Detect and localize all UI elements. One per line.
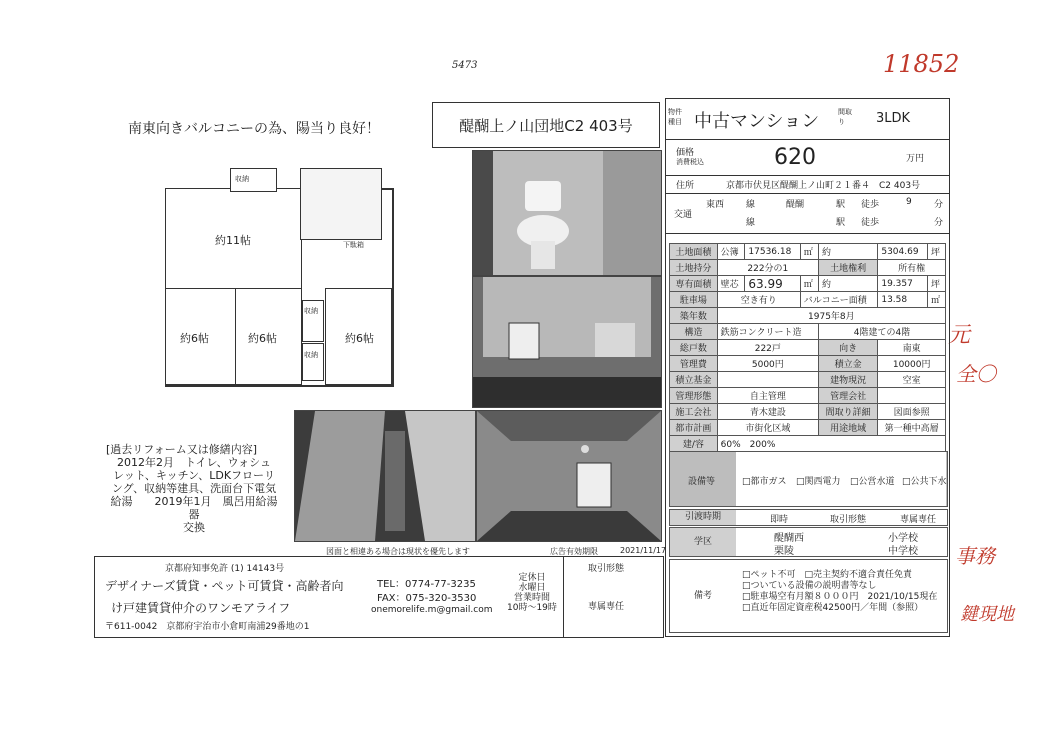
spec-cell: 市街化区域 xyxy=(717,420,818,436)
school-label: 学区 xyxy=(670,528,736,556)
room-label-bedroom-3: 約6帖 xyxy=(345,332,374,345)
table-row xyxy=(670,340,946,356)
price-label: 価格 xyxy=(676,148,695,158)
hours-value: 10時～19時 xyxy=(507,603,557,613)
price-value: 620 xyxy=(774,145,816,170)
table-row xyxy=(670,308,946,324)
spec-cell: 222分の1 xyxy=(717,260,818,276)
spec-cell: 所有権 xyxy=(878,260,946,276)
spec-cell: 63.99 xyxy=(745,276,800,292)
spec-label: 施工会社 xyxy=(670,404,718,420)
spec-cell: 13.58 xyxy=(878,292,928,308)
spec-cell: 60% 200% xyxy=(717,436,945,452)
reform-line: 2012年2月 トイレ、ウォシュ xyxy=(117,456,271,469)
walk-minutes: 9 xyxy=(906,197,912,207)
handover-label: 引渡時期 xyxy=(670,510,736,525)
company-tel: TEL：0774-77-3235 xyxy=(377,579,476,590)
spec-cell: 空室 xyxy=(878,372,946,388)
station-suffix: 駅 xyxy=(836,200,846,210)
deal-type: 取引形態 xyxy=(588,564,625,574)
handover-value: 即時 xyxy=(770,515,789,525)
building-title-text: 醍醐上ノ山団地C2 403号 xyxy=(459,116,633,135)
price-row xyxy=(666,139,949,176)
spec-label: 用途地域 xyxy=(819,420,878,436)
school-row xyxy=(669,527,948,557)
spec-cell: 自主管理 xyxy=(717,388,818,404)
spec-cell: ㎡ xyxy=(800,244,818,260)
spec-label: 積立金 xyxy=(819,356,878,372)
hours-label: 営業時間 xyxy=(513,593,550,603)
spec-label: 間取り詳細 xyxy=(819,404,878,420)
elementary-school: 醍醐西 xyxy=(774,533,804,544)
spec-cell: 坪 xyxy=(927,276,945,292)
spec-cell: 5304.69 xyxy=(878,244,928,260)
table-row xyxy=(670,356,946,372)
spec-cell: 19.357 xyxy=(878,276,928,292)
spec-cell xyxy=(717,372,818,388)
price-sub-label: 消費税込 xyxy=(676,158,704,166)
line-suffix: 線 xyxy=(746,218,756,228)
address-label: 住所 xyxy=(676,181,695,191)
ad-date-label: 広告有効期限 xyxy=(550,547,598,556)
spec-cell: 空き有り xyxy=(717,292,800,308)
company-holiday xyxy=(507,573,557,613)
remark-line: □ついている設備の説明書等なし xyxy=(742,581,877,591)
spec-cell: 公簿 xyxy=(717,244,745,260)
headline: 南東向きバルコニーの為、陽当り良好！ xyxy=(128,121,380,137)
spec-label: 土地面積 xyxy=(670,244,718,260)
spec-cell: 壁芯 xyxy=(717,276,745,292)
facility-water: □公営水道 xyxy=(850,477,895,487)
layout-value: 3LDK xyxy=(876,111,911,126)
storage-label-1: 収納 xyxy=(304,307,318,315)
closet-2 xyxy=(302,343,324,381)
handwritten-mark-3: 事務 xyxy=(955,544,995,568)
spec-label: 管理会社 xyxy=(819,388,878,404)
company-slogan-1: デザイナーズ賃貸・ペット可賃貸・高齢者向 xyxy=(105,579,344,593)
company-email: onemorelife.m@gmail.com xyxy=(371,605,493,615)
handwritten-mark-2: 全〇 xyxy=(956,362,996,386)
company-box xyxy=(94,556,664,638)
deal-type-label: 取引形態 xyxy=(830,515,867,525)
spec-label: 土地持分 xyxy=(670,260,718,276)
footer-notice: 図面と相違ある場合は現状を優先します xyxy=(326,547,470,556)
shoe-box-label: 下駄箱 xyxy=(343,241,364,249)
spec-label: 積立基金 xyxy=(670,372,718,388)
room-label-ldk: 約11帖 xyxy=(215,234,251,247)
spec-label: 駐車場 xyxy=(670,292,718,308)
spec-cell: 鉄筋コンクリート造 xyxy=(717,324,818,340)
minutes-suffix: 分 xyxy=(934,200,944,210)
table-row xyxy=(670,276,946,292)
facilities-row xyxy=(669,451,948,507)
remarks-row xyxy=(669,559,948,633)
traffic-label: 交通 xyxy=(674,210,693,220)
spec-label: 建物現況 xyxy=(819,372,878,388)
reform-line: 交換 xyxy=(183,521,205,534)
storage-label-top: 収納 xyxy=(235,175,249,183)
spec-cell xyxy=(878,388,946,404)
spec-cell: 第一種中高層 xyxy=(878,420,946,436)
spec-label: 土地権利 xyxy=(819,260,878,276)
holiday-day: 水曜日 xyxy=(518,583,546,593)
handwritten-mark-1: 元 xyxy=(948,323,971,348)
spec-cell: 坪 xyxy=(927,244,945,260)
room-label-bedroom-2: 約6帖 xyxy=(248,332,277,345)
company-slogan-2: け戸建賃貸仲介のワンモアライフ xyxy=(111,601,291,615)
building-title xyxy=(432,102,660,148)
license-number: 京都府知事免許 (1) 14143号 xyxy=(165,564,285,574)
facility-sewer: □公共下水 xyxy=(902,477,947,487)
table-row xyxy=(670,420,946,436)
handwritten-mark-4: 鍵現地 xyxy=(960,604,1014,625)
photo-hallway xyxy=(294,410,476,542)
remarks-label: 備考 xyxy=(694,591,713,601)
facilities-label: 設備等 xyxy=(688,477,716,487)
spec-cell: 4階建ての4階 xyxy=(819,324,946,340)
spec-cell: 5000円 xyxy=(717,356,818,372)
reform-title: [過去リフォーム又は修繕内容] xyxy=(106,443,258,456)
station-suffix: 駅 xyxy=(836,218,846,228)
spec-cell: 約 xyxy=(819,276,878,292)
table-row xyxy=(670,244,946,260)
spec-cell: 222戸 xyxy=(717,340,818,356)
station-name: 醍醐 xyxy=(786,200,805,210)
table-row xyxy=(670,260,946,276)
spec-panel xyxy=(665,98,950,637)
address-value: 京都市伏見区醍醐上ノ山町２１番４ C2 403号 xyxy=(726,181,921,191)
holiday-label: 定休日 xyxy=(518,573,546,583)
spec-label: 都市計画 xyxy=(670,420,718,436)
ad-date: 2021/11/17 xyxy=(620,546,667,555)
elementary-school-type: 小学校 xyxy=(888,533,918,544)
type-label: 物件種目 xyxy=(668,108,682,126)
line-name: 東西 xyxy=(706,200,725,210)
spec-label: 建/容 xyxy=(670,436,718,452)
layout-label: 間取り xyxy=(838,108,852,126)
spec-cell: 約 xyxy=(819,244,878,260)
spec-label: 専有面積 xyxy=(670,276,718,292)
company-fax: FAX：075-320-3530 xyxy=(377,593,477,604)
table-row xyxy=(670,404,946,420)
address-row xyxy=(666,175,949,194)
table-row xyxy=(670,372,946,388)
remark-line: □ペット不可 □売主契約不適合責任免責 xyxy=(742,570,913,580)
spec-label: 築年数 xyxy=(670,308,718,324)
spec-cell: 図面参照 xyxy=(878,404,946,420)
spec-cell: 17536.18 xyxy=(745,244,800,260)
spec-cell: 南東 xyxy=(878,340,946,356)
remark-line: □直近年固定資産税42500円／年間（参照） xyxy=(742,603,924,613)
spec-cell: 青木建設 xyxy=(717,404,818,420)
reform-line: ング、収納等建具、洗面台下電気 xyxy=(111,482,277,495)
photo-toilet xyxy=(472,150,662,276)
type-row xyxy=(666,99,949,140)
facility-gas: □都市ガス xyxy=(742,477,787,487)
spec-label: 向き xyxy=(819,340,878,356)
remark-line: □駐車場空有月額８０００円 2021/10/15現在 xyxy=(742,592,938,602)
traffic-row xyxy=(666,193,949,234)
bath-area xyxy=(300,168,382,240)
photo-living xyxy=(472,276,662,408)
reform-line: 給湯 2019年1月 風呂用給湯器 xyxy=(110,495,278,521)
walk-label: 徒歩 xyxy=(861,218,880,228)
spec-label: 管理費 xyxy=(670,356,718,372)
property-type: 中古マンション xyxy=(694,111,820,132)
line-suffix: 線 xyxy=(746,200,756,210)
reform-line: レット、キッチン、LDKフローリ xyxy=(112,469,276,482)
storage-label-2: 収納 xyxy=(304,351,318,359)
spec-table xyxy=(669,243,946,452)
handwritten-ref-number: 11852 xyxy=(883,50,960,78)
table-row xyxy=(670,388,946,404)
reform-section xyxy=(106,443,282,534)
price-unit: 万円 xyxy=(906,154,925,164)
walk-label: 徒歩 xyxy=(861,200,880,210)
room-label-bedroom-1: 約6帖 xyxy=(180,332,209,345)
table-row xyxy=(670,292,946,308)
handwritten-code: 5473 xyxy=(452,60,478,71)
minutes-suffix: 分 xyxy=(934,218,944,228)
spec-cell: ㎡ xyxy=(800,276,818,292)
floorplan xyxy=(155,168,400,383)
spec-cell: ㎡ xyxy=(927,292,945,308)
remarks-lines xyxy=(742,570,937,614)
spec-label: 総戸数 xyxy=(670,340,718,356)
deal-exclusive: 専属専任 xyxy=(588,602,625,612)
table-row xyxy=(670,324,946,340)
table-row xyxy=(670,436,946,452)
spec-cell: 1975年8月 xyxy=(717,308,945,324)
company-address: 〒611-0042 京都府宇治市小倉町南浦29番地の1 xyxy=(105,622,310,632)
middle-school: 栗陵 xyxy=(774,546,794,557)
handover-row xyxy=(669,509,948,526)
photo-bedroom xyxy=(476,410,662,542)
spec-label: 構造 xyxy=(670,324,718,340)
exclusive-label: 専属専任 xyxy=(900,515,937,525)
middle-school-type: 中学校 xyxy=(888,546,918,557)
spec-cell: バルコニー面積 xyxy=(800,292,878,308)
spec-cell: 10000円 xyxy=(878,356,946,372)
deal-box xyxy=(563,557,664,637)
facility-power: □関西電力 xyxy=(796,477,841,487)
spec-label: 管理形態 xyxy=(670,388,718,404)
